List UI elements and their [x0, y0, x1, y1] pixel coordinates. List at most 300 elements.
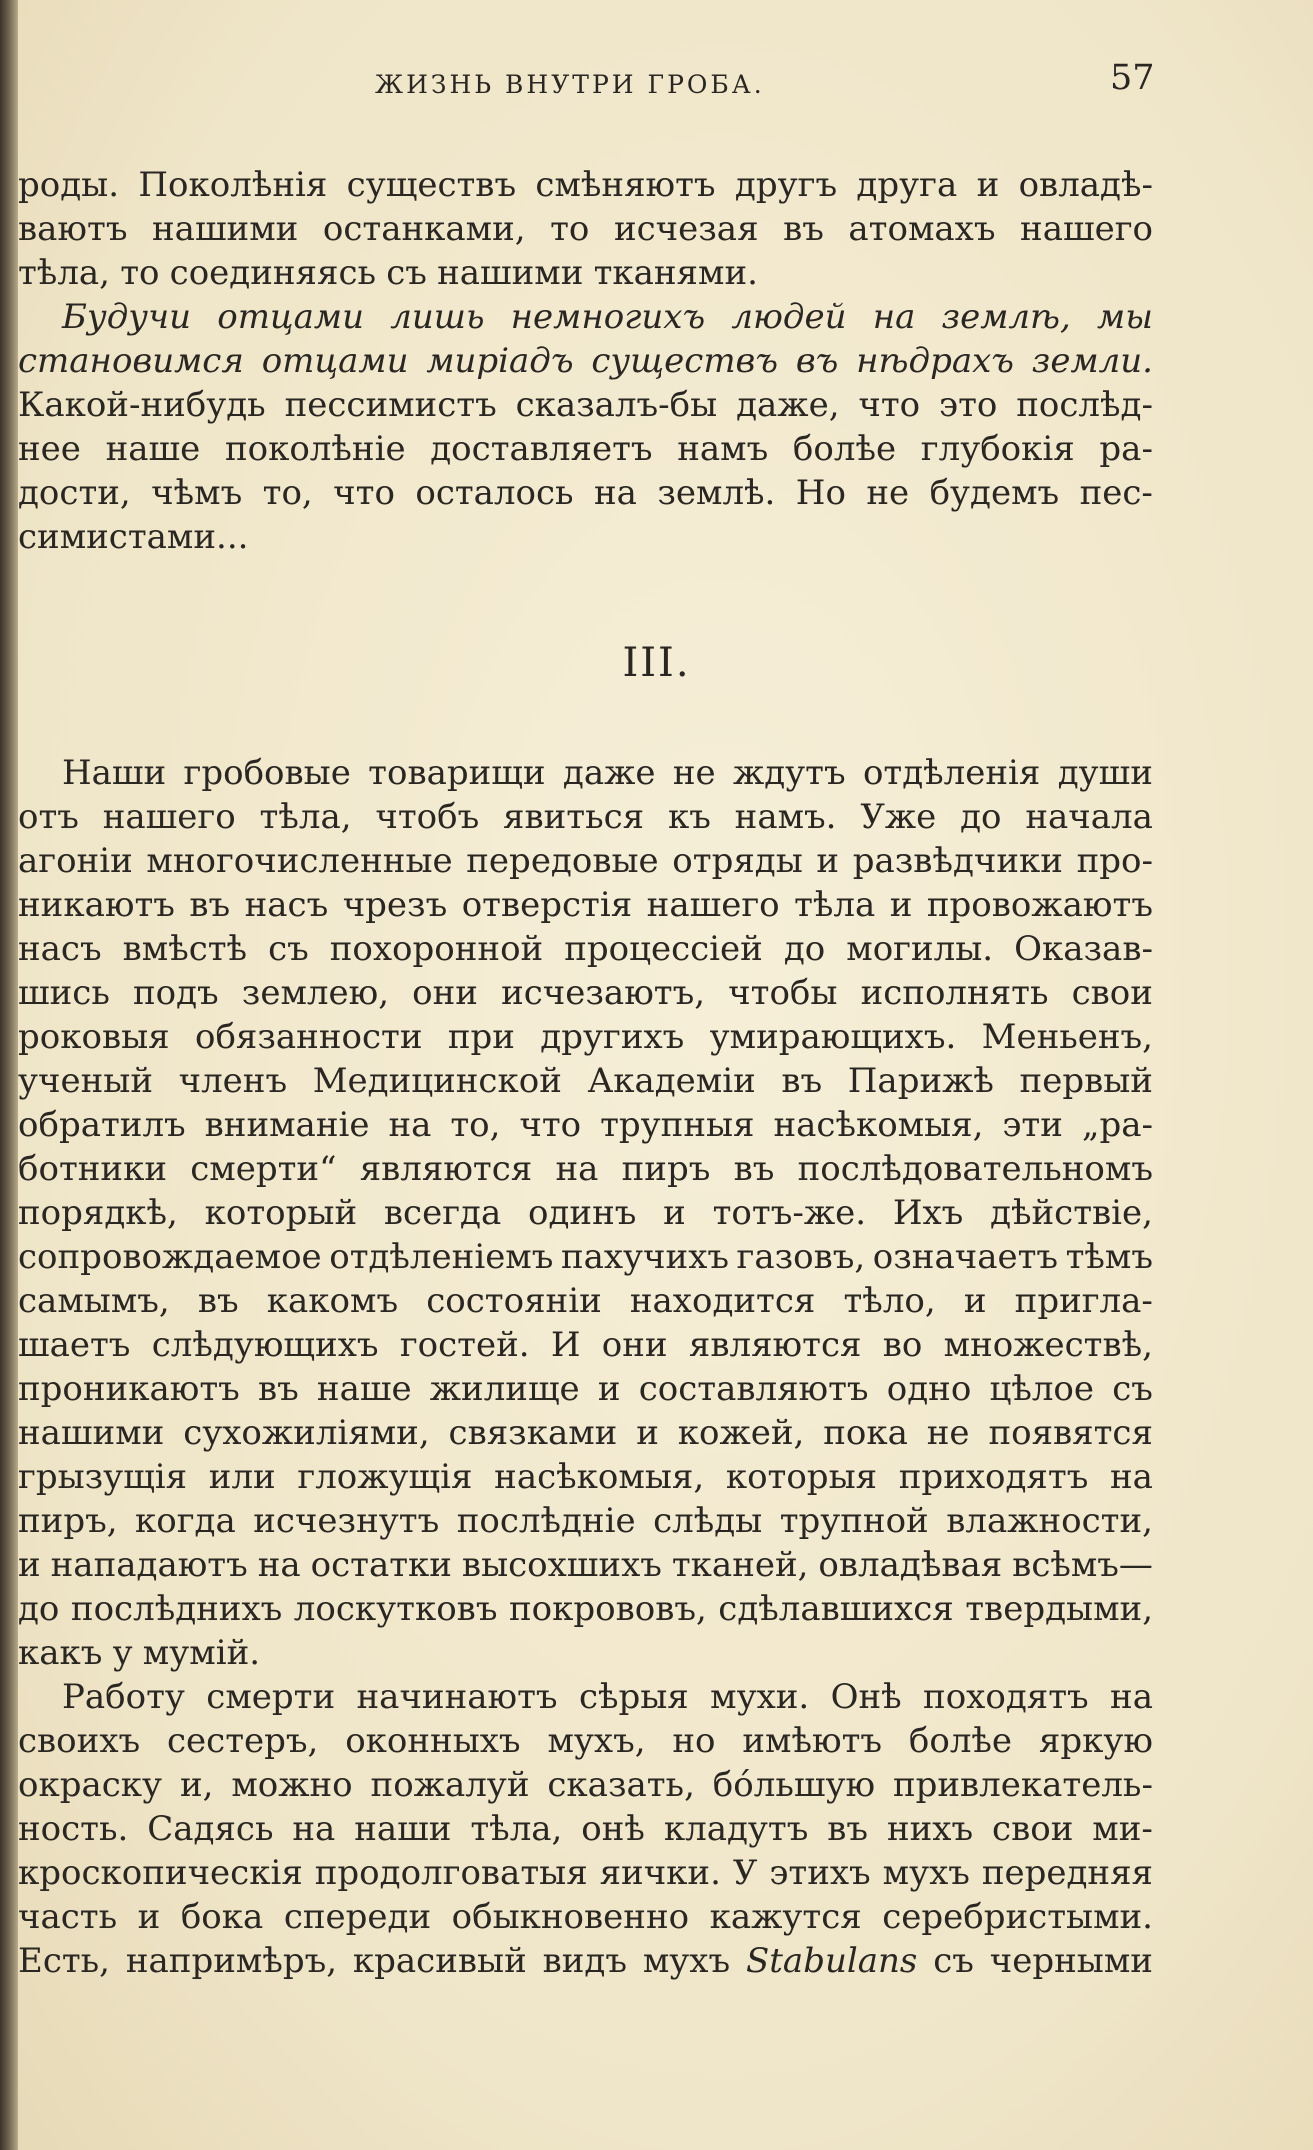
word: гробовые — [183, 753, 351, 793]
word: состояніи — [426, 1281, 602, 1321]
word: Какой-нибудь — [18, 385, 266, 425]
word: вниманіе — [204, 1105, 370, 1145]
word: тѣмъ — [1065, 1237, 1153, 1277]
word: послѣднихъ — [70, 1589, 283, 1629]
word: на — [292, 1809, 336, 1849]
word: съ — [386, 253, 427, 293]
word: не — [926, 1413, 970, 1453]
word: всѣмъ— — [1012, 1545, 1153, 1585]
word: исполнять — [860, 973, 1049, 1013]
word: Есть, — [18, 1941, 110, 1981]
word: осталось — [415, 473, 574, 513]
word: нашего — [1020, 209, 1153, 249]
text-line — [18, 251, 1153, 295]
word: всегда — [383, 1193, 502, 1233]
word: немногихъ — [510, 297, 706, 337]
word: земли. — [1031, 341, 1153, 381]
text-line — [18, 383, 1153, 427]
word: Садясь — [147, 1809, 274, 1849]
text-line — [18, 1323, 1153, 1367]
word: мухъ — [642, 1941, 731, 1981]
word: мы — [1097, 297, 1153, 337]
word: тѣла — [794, 885, 876, 925]
word: насъ — [244, 885, 329, 925]
text-line — [18, 427, 1153, 471]
word: и — [636, 1413, 659, 1453]
word: нашего — [646, 885, 780, 925]
word: сдѣлавшихся — [718, 1589, 954, 1629]
word: умирающихъ. — [709, 1017, 957, 1057]
text-line — [18, 1411, 1153, 1455]
page-header — [0, 58, 1313, 108]
word: и — [963, 1281, 987, 1321]
word: обратилъ — [18, 1105, 186, 1145]
section-heading: III. — [622, 640, 691, 686]
word: и — [18, 1545, 41, 1585]
word: покрововъ, — [508, 1589, 707, 1629]
word: трупныя — [600, 1105, 755, 1145]
word: провожаютъ — [926, 885, 1153, 925]
word: кожей, — [677, 1413, 805, 1453]
word: обыкновенно — [451, 1897, 690, 1937]
word: черными — [989, 1941, 1153, 1981]
word: доставляетъ — [430, 429, 653, 469]
word: когда — [135, 1501, 236, 1541]
word: то, — [450, 1105, 501, 1145]
word: отряды — [672, 841, 803, 881]
word: ми- — [1092, 1809, 1153, 1849]
word: до — [783, 929, 826, 969]
word: вмѣстѣ — [122, 929, 248, 969]
word: какъ — [18, 1633, 103, 1673]
word: къ — [667, 797, 711, 837]
word: даже, — [736, 385, 840, 425]
text-line — [18, 1719, 1153, 1763]
word: нихъ — [886, 1809, 974, 1849]
text-line — [18, 1851, 1153, 1895]
word: съ — [268, 929, 309, 969]
word: И — [550, 1325, 581, 1365]
word: и — [976, 165, 1000, 205]
word: газовъ, — [736, 1237, 866, 1277]
word: окраску — [18, 1765, 163, 1805]
text-line — [18, 515, 1153, 559]
word: имѣютъ — [742, 1721, 883, 1761]
word: составляютъ — [638, 1369, 869, 1409]
word: пиръ — [621, 1149, 711, 1189]
word: Уже — [860, 797, 937, 837]
word: становимся — [18, 341, 244, 381]
word: на — [555, 1149, 599, 1189]
word: тканями. — [593, 253, 758, 293]
word: передняя — [981, 1853, 1153, 1893]
text-line — [18, 927, 1153, 971]
word: послѣдовательномъ — [797, 1149, 1153, 1189]
word: тканей, — [671, 1545, 809, 1585]
word: Меньенъ, — [981, 1017, 1153, 1057]
text-line — [18, 1191, 1153, 1235]
word: шись — [18, 973, 110, 1013]
word: приходятъ — [898, 1457, 1089, 1497]
word: но — [672, 1721, 716, 1761]
word: передовые — [466, 841, 659, 881]
page-gutter-shadow — [0, 0, 18, 2150]
word: красивый — [352, 1941, 527, 1981]
word: яички. — [599, 1853, 721, 1893]
word: и — [816, 841, 840, 881]
word: насѣкомыя, — [494, 1457, 705, 1497]
word: отверстія — [461, 885, 633, 925]
word: сѣрыя — [578, 1677, 689, 1717]
word: наши — [354, 1809, 452, 1849]
word: на — [593, 473, 637, 513]
text-line — [18, 1367, 1153, 1411]
word: гложущія — [297, 1457, 473, 1497]
word: „ра- — [1081, 1105, 1153, 1145]
running-head: ЖИЗНЬ ВНУТРИ ГРОБА. — [375, 70, 765, 99]
text-line — [18, 1455, 1153, 1499]
text-line — [18, 339, 1153, 383]
text-line — [18, 1939, 1153, 1983]
word: обязанности — [194, 1017, 423, 1057]
word: онѣ — [581, 1809, 645, 1849]
word: съ — [1112, 1369, 1153, 1409]
text-line — [18, 163, 1153, 207]
word: твердыми, — [965, 1589, 1153, 1629]
word: лишь — [390, 297, 485, 337]
word: пожалуй — [370, 1765, 530, 1805]
word: множествѣ, — [943, 1325, 1153, 1365]
word: и, — [179, 1765, 214, 1805]
text-line — [18, 1587, 1153, 1631]
word: кладутъ — [663, 1809, 809, 1849]
word: многочисленные — [146, 841, 453, 881]
word: тѣла, — [259, 797, 352, 837]
word: явиться — [503, 797, 645, 837]
word: можно — [231, 1765, 353, 1805]
text-line — [18, 1235, 1153, 1279]
text-line — [18, 1147, 1153, 1191]
word: исчезнутъ — [253, 1501, 440, 1541]
word: будемъ — [929, 473, 1060, 513]
text-line — [18, 1279, 1153, 1323]
word: ждутъ — [732, 753, 846, 793]
word: тѣла, — [470, 1809, 563, 1849]
word: пахучихъ — [560, 1237, 729, 1277]
word: при — [447, 1017, 515, 1057]
word: трупной — [779, 1501, 929, 1541]
word: въ — [783, 209, 824, 249]
text-line — [18, 1631, 1153, 1675]
word: что — [858, 385, 921, 425]
text-line — [18, 1763, 1153, 1807]
word: своихъ — [18, 1721, 141, 1761]
word: землею, — [241, 973, 390, 1013]
word: Ихъ — [892, 1193, 964, 1233]
word: насъ — [18, 929, 102, 969]
word: на — [1110, 1457, 1153, 1497]
word: цѣлое — [989, 1369, 1095, 1409]
word: ваютъ — [18, 209, 128, 249]
word: въ — [189, 885, 231, 925]
word: агоніи — [18, 841, 133, 881]
word: чрезъ — [342, 885, 448, 925]
word: видъ — [542, 1941, 627, 1981]
word: въ — [827, 1809, 869, 1849]
word: чтобъ — [375, 797, 480, 837]
word: являются — [688, 1325, 862, 1365]
word: души — [1057, 753, 1153, 793]
word: связками — [448, 1413, 618, 1453]
word: то — [550, 209, 590, 249]
word: друга — [856, 165, 958, 205]
word: нашими — [152, 209, 299, 249]
text-line — [18, 471, 1153, 515]
word: пока — [823, 1413, 908, 1453]
word: миріадъ — [426, 341, 574, 381]
word: роды. — [18, 165, 120, 205]
word: Stabulans — [745, 1941, 918, 1981]
word: то — [120, 253, 160, 293]
word: развѣдчики — [852, 841, 1063, 881]
word: самымъ, — [18, 1281, 170, 1321]
word: гостей. — [399, 1325, 530, 1365]
word: одно — [886, 1369, 972, 1409]
word: наше — [105, 429, 201, 469]
word: шаетъ — [18, 1325, 131, 1365]
word: насѣкомыя, — [773, 1105, 984, 1145]
word: послѣд- — [1016, 385, 1153, 425]
word: послѣдніе — [456, 1501, 636, 1541]
text-line — [18, 295, 1153, 339]
word: на — [872, 297, 916, 337]
word: походятъ — [923, 1677, 1089, 1717]
word: находится — [629, 1281, 816, 1321]
word: грызущія — [18, 1457, 188, 1497]
word: членъ — [178, 1061, 288, 1101]
word: и — [137, 1897, 161, 1937]
word: до — [960, 797, 1002, 837]
word: нашими — [18, 1413, 165, 1453]
page-number: 57 — [1110, 58, 1155, 98]
word: у — [112, 1633, 133, 1673]
text-line — [18, 839, 1153, 883]
word: никаютъ — [18, 885, 175, 925]
word: отцами — [261, 341, 409, 381]
word: эти — [1002, 1105, 1063, 1145]
word: и — [597, 1369, 621, 1409]
word: появятся — [988, 1413, 1153, 1453]
word: мухи. — [710, 1677, 810, 1717]
text-block-1 — [18, 163, 1153, 559]
word: похоронной — [329, 929, 544, 969]
word: чтобы — [728, 973, 838, 1013]
word: означаетъ — [872, 1237, 1059, 1277]
text-line — [18, 1015, 1153, 1059]
word: симистами... — [18, 517, 249, 557]
text-line — [18, 883, 1153, 927]
word: людей — [731, 297, 847, 337]
word: ученый — [18, 1061, 153, 1101]
word: они — [601, 1325, 668, 1365]
word: что — [519, 1105, 582, 1145]
word: землѣ. — [657, 473, 776, 513]
word: подъ — [132, 973, 219, 1013]
word: нападаютъ — [50, 1545, 248, 1585]
word: проникаютъ — [18, 1369, 240, 1409]
word: слѣды — [653, 1501, 763, 1541]
word: нашего — [102, 797, 236, 837]
word: что — [333, 473, 395, 513]
word: не — [866, 473, 910, 513]
word: жилище — [429, 1369, 580, 1409]
word: бока — [180, 1897, 264, 1937]
word: Работу — [62, 1677, 185, 1717]
text-line — [18, 1807, 1153, 1851]
word: существъ — [591, 341, 779, 381]
word: остатки — [310, 1545, 452, 1585]
word: овладѣ- — [1018, 165, 1153, 205]
word: то, — [262, 473, 313, 513]
word: серебристыми. — [882, 1897, 1153, 1937]
word: это — [939, 385, 998, 425]
word: Оказав- — [1014, 929, 1153, 969]
word: мухъ — [882, 1853, 970, 1893]
word: овладѣвая — [818, 1545, 1003, 1585]
word: Но — [795, 473, 846, 513]
word: сухожиліями, — [183, 1413, 430, 1453]
word: отдѣленія — [862, 753, 1041, 793]
word: даже — [562, 753, 656, 793]
word: глубокія — [920, 429, 1075, 469]
word: какомъ — [266, 1281, 399, 1321]
word: исчезая — [613, 209, 759, 249]
text-line — [18, 1895, 1153, 1939]
word: до — [18, 1589, 60, 1629]
word: и — [663, 1193, 686, 1233]
word: другъ — [734, 165, 838, 205]
word: ботники — [18, 1149, 167, 1189]
word: существъ — [346, 165, 517, 205]
word: этихъ — [769, 1853, 871, 1893]
word: влажности, — [946, 1501, 1153, 1541]
word: кажутся — [709, 1897, 862, 1937]
word: дости, — [18, 473, 131, 513]
word: напримѣръ, — [125, 1941, 338, 1981]
word: въ — [781, 1061, 823, 1101]
word: болѣе — [908, 1721, 1013, 1761]
word: мумій. — [142, 1633, 261, 1673]
word: или — [208, 1457, 276, 1497]
word: съ — [933, 1941, 974, 1981]
word: наше — [316, 1369, 412, 1409]
word: часть — [18, 1897, 118, 1937]
word: пригла- — [1014, 1281, 1153, 1321]
word: въ — [733, 1149, 775, 1189]
text-line — [18, 207, 1153, 251]
word: на — [257, 1545, 301, 1585]
word: болѣе — [792, 429, 897, 469]
word: на — [1110, 1677, 1153, 1717]
word: начала — [1025, 797, 1153, 837]
word: пиръ, — [18, 1501, 118, 1541]
word: про- — [1076, 841, 1153, 881]
text-line — [18, 971, 1153, 1015]
word: землѣ, — [941, 297, 1071, 337]
word: тѣло, — [843, 1281, 936, 1321]
word: бóльшую — [712, 1765, 876, 1805]
word: лоскутковъ — [293, 1589, 498, 1629]
word: сопровождаемое — [18, 1237, 322, 1277]
word: дѣйствіе, — [990, 1193, 1153, 1233]
word: отцами — [217, 297, 365, 337]
text-block-2 — [18, 751, 1153, 1983]
word: свои — [992, 1809, 1074, 1849]
word: тотъ-же. — [712, 1193, 867, 1233]
word: слѣдующихъ — [151, 1325, 379, 1365]
word: смерти — [206, 1677, 336, 1717]
text-line — [18, 1543, 1153, 1587]
word: ра- — [1099, 429, 1153, 469]
word: ность. — [18, 1809, 129, 1849]
text-line — [18, 751, 1153, 795]
word: являются — [359, 1149, 533, 1189]
word: Академіи — [587, 1061, 756, 1101]
word: отдѣленіемъ — [329, 1237, 554, 1277]
word: Будучи — [62, 297, 192, 337]
word: сестеръ, — [166, 1721, 319, 1761]
word: которыя — [725, 1457, 878, 1497]
word: Поколѣнія — [138, 165, 328, 205]
text-line — [18, 1059, 1153, 1103]
word: Медицинской — [312, 1061, 562, 1101]
word: нѣдрахъ — [856, 341, 1014, 381]
word: привлекатель- — [892, 1765, 1153, 1805]
word: соединяясь — [169, 253, 376, 293]
word: не — [672, 753, 716, 793]
word: во — [882, 1325, 923, 1365]
word: товарищи — [368, 753, 546, 793]
word: въ — [197, 1281, 239, 1321]
word: порядкѣ, — [18, 1193, 178, 1233]
word: намъ. — [734, 797, 837, 837]
word: роковыя — [18, 1017, 170, 1057]
text-line — [18, 1499, 1153, 1543]
text-line — [18, 795, 1153, 839]
word: Онѣ — [830, 1677, 902, 1717]
word: кроскопическія — [18, 1853, 303, 1893]
word: могилы. — [846, 929, 994, 969]
word: процессіей — [564, 929, 763, 969]
word: атомахъ — [848, 209, 996, 249]
text-line — [18, 1675, 1153, 1719]
word: высохшихъ — [461, 1545, 662, 1585]
word: Наши — [62, 753, 167, 793]
word: начинаютъ — [356, 1677, 558, 1717]
word: Парижѣ — [847, 1061, 994, 1101]
word: исчезаютъ, — [501, 973, 706, 1013]
word: тѣла, — [18, 253, 110, 293]
word: въ — [795, 341, 839, 381]
word: и — [889, 885, 913, 925]
word: свои — [1071, 973, 1153, 1013]
word: оконныхъ — [345, 1721, 521, 1761]
word: первый — [1019, 1061, 1153, 1101]
word: они — [412, 973, 478, 1013]
text-line — [18, 1103, 1153, 1147]
word: яркую — [1038, 1721, 1153, 1761]
word: который — [204, 1193, 358, 1233]
